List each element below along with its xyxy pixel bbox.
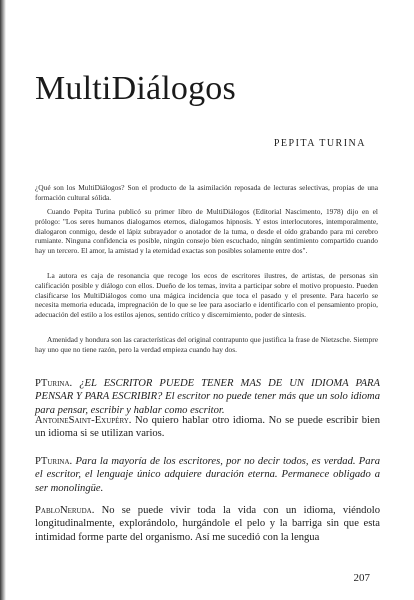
intro-text: La autora es caja de resonancia que recoge los ecos de escritores ilustres, de artistas, de personas sin calificación posible y diálogo con ellos. Dueño de los temas, invita a participar sobre el motivo propuesto. Pueden clasificarse los MultiDiálogos como una mágica incidencia que toca el pasado y el presente. Para hacerlo se necesita memoria educada, impregnación de lo que se lee para asociarlo e identificarlo con el pensamiento propio, adecuación del estilo a los estilos ajenos, sentido crítico y discernimiento, poder de síntesis. [35,271,378,320]
dialogue-entry [35,455,380,495]
intro-text: Amenidad y hondura son las características del original contrapunto que justifica la frase de Nietzsche. Siempre hay uno que no tiene razón, pero la verdad empieza cuando hay dos. [35,335,378,354]
intro-text: Cuando Pepita Turina publicó su primer libro de MultiDiálogos (Editorial Nascimento, 1978) dijo en el prólogo: "Los seres humanos dialogamos eternos, dialogamos hipnosis. Y estos interlocutores, intemporalmente, dialogaron conmigo, desde el lápiz subrayador o anotador de la tuma, o desde el oído grabando para mi cerebro rumiante. Ninguna confidencia es posible, ningún consejo bien escuchado, ningún sentimiento compartido cuando hay un tercero. El amor, la amistad y la eternidad exactas son posibles solamente entre dos". [35,207,378,256]
dialogue-text: No quiero hablar otro idioma. No se puede escribir bien un idioma si se utilizan varios. [35,415,380,440]
dialogue-answer: El escritor no puede tener más que un solo idioma para pensar, escribir y hablar como escritor. [35,391,380,416]
intro-text: ¿Qué son los MultiDiálogos? Son el producto de la asimilación reposada de lecturas selectivas, propias de una formación cultural sólida. [35,183,378,202]
page-binding-edge [0,0,6,600]
dialogue-entry [35,377,380,417]
speaker-name: PTurina. [35,378,73,389]
page-number: 207 [353,572,370,584]
intro-paragraph [35,271,378,320]
speaker-name: AntoineSaint-Exupéry. [35,415,132,426]
author-name: PEPITA TURINA [273,138,366,149]
dialogue-entry [35,414,380,441]
page-title: MultiDiálogos [35,70,236,107]
speaker-name: PabloNeruda. [35,505,95,516]
dialogue-entry [35,504,380,544]
intro-paragraph [35,207,378,256]
dialogue-text: Para la mayoría de los escritores, por no decir todos, es verdad. Para el escritor, el lenguaje único adquiere duración eterna. Permanece obligado a ser monolingüe. [35,456,380,494]
speaker-name: PTurina. [35,456,73,467]
dialogue-text: No se puede vivir toda la vida con un idioma, viéndolo longitudinalmente, explorándolo, hurgándole el pelo y la barriga sin que esta intimidad forme parte del organismo. Así me sucedió con la lengua [35,505,380,543]
intro-paragraph [35,183,378,203]
intro-paragraph [35,335,378,355]
dialogue-question: ¿EL ESCRITOR PUEDE TENER MAS DE UN IDIOMA PARA PENSAR Y PARA ESCRIBIR? [35,378,380,403]
